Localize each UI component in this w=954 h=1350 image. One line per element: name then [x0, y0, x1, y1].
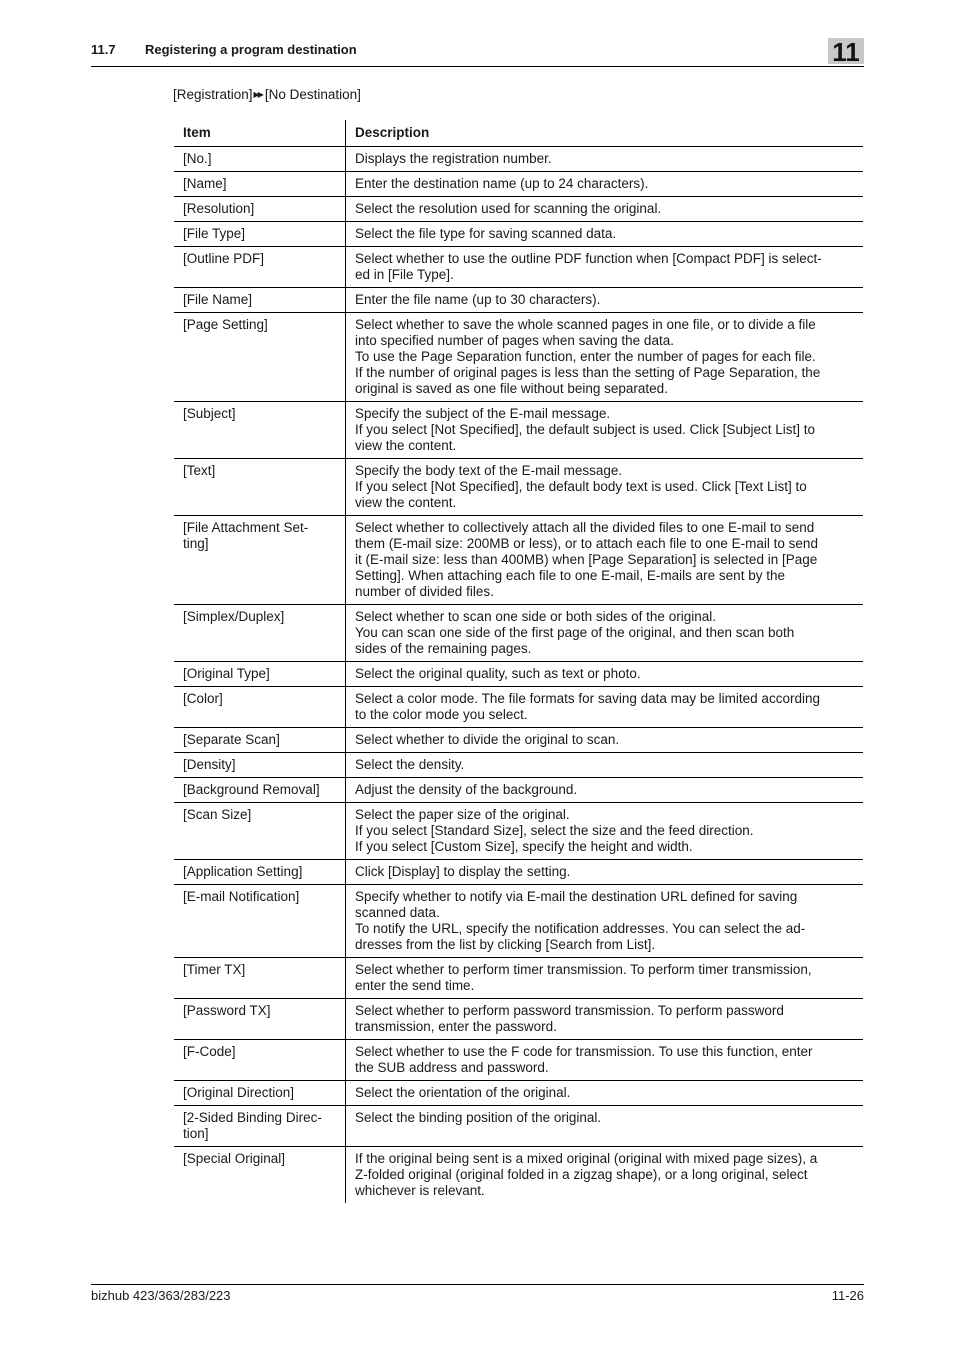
description-cell: Adjust the density of the background.	[346, 778, 864, 803]
item-cell: [Background Removal]	[174, 778, 346, 803]
item-cell: [Special Original]	[174, 1147, 346, 1204]
table-header-row	[174, 120, 863, 147]
description-cell: Select whether to divide the original to scan.	[346, 728, 864, 753]
item-cell: [F-Code]	[174, 1040, 346, 1081]
footer-model: bizhub 423/363/283/223	[91, 1288, 231, 1303]
table-body	[174, 147, 863, 1204]
item-cell: [Timer TX]	[174, 958, 346, 999]
item-cell: [File Name]	[174, 288, 346, 313]
item-cell: [Subject]	[174, 402, 346, 459]
table-row	[174, 1040, 863, 1081]
table-row	[174, 958, 863, 999]
item-cell: [E-mail Notification]	[174, 885, 346, 958]
page-header	[91, 36, 864, 67]
settings-table	[174, 120, 863, 1203]
table-row	[174, 1081, 863, 1106]
description-cell: Specify the body text of the E-mail message. If you select [Not Specified], the default body text is used. Click [Text List] to view the content.	[346, 459, 864, 516]
footer-page-number: 11-26	[831, 1288, 864, 1303]
table-row	[174, 605, 863, 662]
table-row	[174, 459, 863, 516]
description-cell: Select the resolution used for scanning the original.	[346, 197, 864, 222]
table-row	[174, 753, 863, 778]
table-row	[174, 222, 863, 247]
section-title: Registering a program destination	[145, 42, 357, 57]
item-cell: [2-Sided Binding Direc- tion]	[174, 1106, 346, 1147]
description-cell: Select the binding position of the original.	[346, 1106, 864, 1147]
description-cell: Select the paper size of the original. If you select [Standard Size], select the size and the feed direction. If you select [Custom Size], specify the height and width.	[346, 803, 864, 860]
description-cell: Select the file type for saving scanned data.	[346, 222, 864, 247]
item-cell: [Density]	[174, 753, 346, 778]
item-cell: [File Type]	[174, 222, 346, 247]
item-cell: [Simplex/Duplex]	[174, 605, 346, 662]
description-cell: Select whether to perform timer transmission. To perform timer transmission, enter the send time.	[346, 958, 864, 999]
item-cell: [Application Setting]	[174, 860, 346, 885]
breadcrumb-registration: [Registration]	[173, 87, 253, 102]
description-cell: Select whether to scan one side or both sides of the original. You can scan one side of the first page of the original, and then scan both sides of the remaining pages.	[346, 605, 864, 662]
item-cell: [File Attachment Set- ting]	[174, 516, 346, 605]
breadcrumb-no-destination: [No Destination]	[264, 87, 361, 102]
description-cell: If the original being sent is a mixed original (original with mixed page sizes), a Z-folded original (original folded in a zigzag shape), or a long original, select whichever is relevant.	[355, 1151, 818, 1198]
item-cell: [Resolution]	[174, 197, 346, 222]
table-row	[174, 999, 863, 1040]
description-cell: Select whether to perform password transmission. To perform password transmission, enter the password.	[346, 999, 864, 1040]
description-cell: Select the density.	[346, 753, 864, 778]
description-cell: Click [Display] to display the setting.	[346, 860, 864, 885]
table-row	[174, 860, 863, 885]
table-row	[174, 402, 863, 459]
page-footer	[91, 1284, 864, 1309]
table-row	[174, 1106, 863, 1147]
section-number: 11.7	[91, 42, 116, 57]
table-row	[174, 803, 863, 860]
description-cell: Select whether to use the outline PDF function when [Compact PDF] is select- ed in [File Type].	[346, 247, 864, 288]
table-row	[174, 313, 863, 402]
description-cell: Displays the registration number.	[346, 147, 864, 172]
item-cell: [Original Direction]	[174, 1081, 346, 1106]
chapter-badge: 11	[828, 38, 864, 64]
table-row	[174, 197, 863, 222]
item-cell: [Name]	[174, 172, 346, 197]
item-cell: [Password TX]	[174, 999, 346, 1040]
description-cell: Specify the subject of the E-mail message. If you select [Not Specified], the default subject is used. Click [Subject List] to view the content.	[346, 402, 864, 459]
item-cell: [Original Type]	[174, 662, 346, 687]
table-row	[174, 172, 863, 197]
table-row	[174, 247, 863, 288]
item-cell: [No.]	[174, 147, 346, 172]
item-cell: [Separate Scan]	[174, 728, 346, 753]
column-header-description: Description	[346, 120, 864, 147]
description-cell: Select whether to save the whole scanned pages in one file, or to divide a file into specified number of pages when saving the data. To use the Page Separation function, enter the number of pages for each file. If the number of original pages is less than the setting of Page Separation, the original is saved as one file without being separated.	[346, 313, 864, 402]
description-cell: Select the orientation of the original.	[346, 1081, 864, 1106]
description-cell: Specify whether to notify via E-mail the destination URL defined for saving scanned data. To notify the URL, specify the notification addresses. You can select the ad- dresses from the list by clicking [Search from List].	[346, 885, 864, 958]
item-cell: [Page Setting]	[174, 313, 346, 402]
item-cell: [Text]	[174, 459, 346, 516]
item-cell: [Scan Size]	[174, 803, 346, 860]
table-row	[174, 147, 863, 172]
table-row	[174, 885, 863, 958]
description-cell: Select whether to use the F code for transmission. To use this function, enter the SUB address and password.	[346, 1040, 864, 1081]
breadcrumb	[173, 87, 361, 102]
item-cell: [Outline PDF]	[174, 247, 346, 288]
table-row	[174, 1147, 863, 1204]
breadcrumb-separator-icon: ▶▶	[253, 90, 262, 99]
table-row	[174, 728, 863, 753]
description-cell: Select a color mode. The file formats for saving data may be limited according to the color mode you select.	[346, 687, 864, 728]
item-cell: [Color]	[174, 687, 346, 728]
column-header-item: Item	[174, 120, 346, 147]
description-cell: Select whether to collectively attach all the divided files to one E-mail to send them (E-mail size: 200MB or less), or to attach each file to one E-mail to send it (E-mail size: less than 400MB) when [Page Separation] is selected in [Page Setting]. When attaching each file to one E-mail, E-mails are sent by the number of divided files.	[346, 516, 864, 605]
description-cell: Select the original quality, such as text or photo.	[346, 662, 864, 687]
table-row	[174, 516, 863, 605]
table-row	[174, 662, 863, 687]
table-row	[174, 687, 863, 728]
description-cell: Enter the destination name (up to 24 characters).	[346, 172, 864, 197]
table-row	[174, 288, 863, 313]
table-row	[174, 778, 863, 803]
description-cell: Enter the file name (up to 30 characters).	[346, 288, 864, 313]
